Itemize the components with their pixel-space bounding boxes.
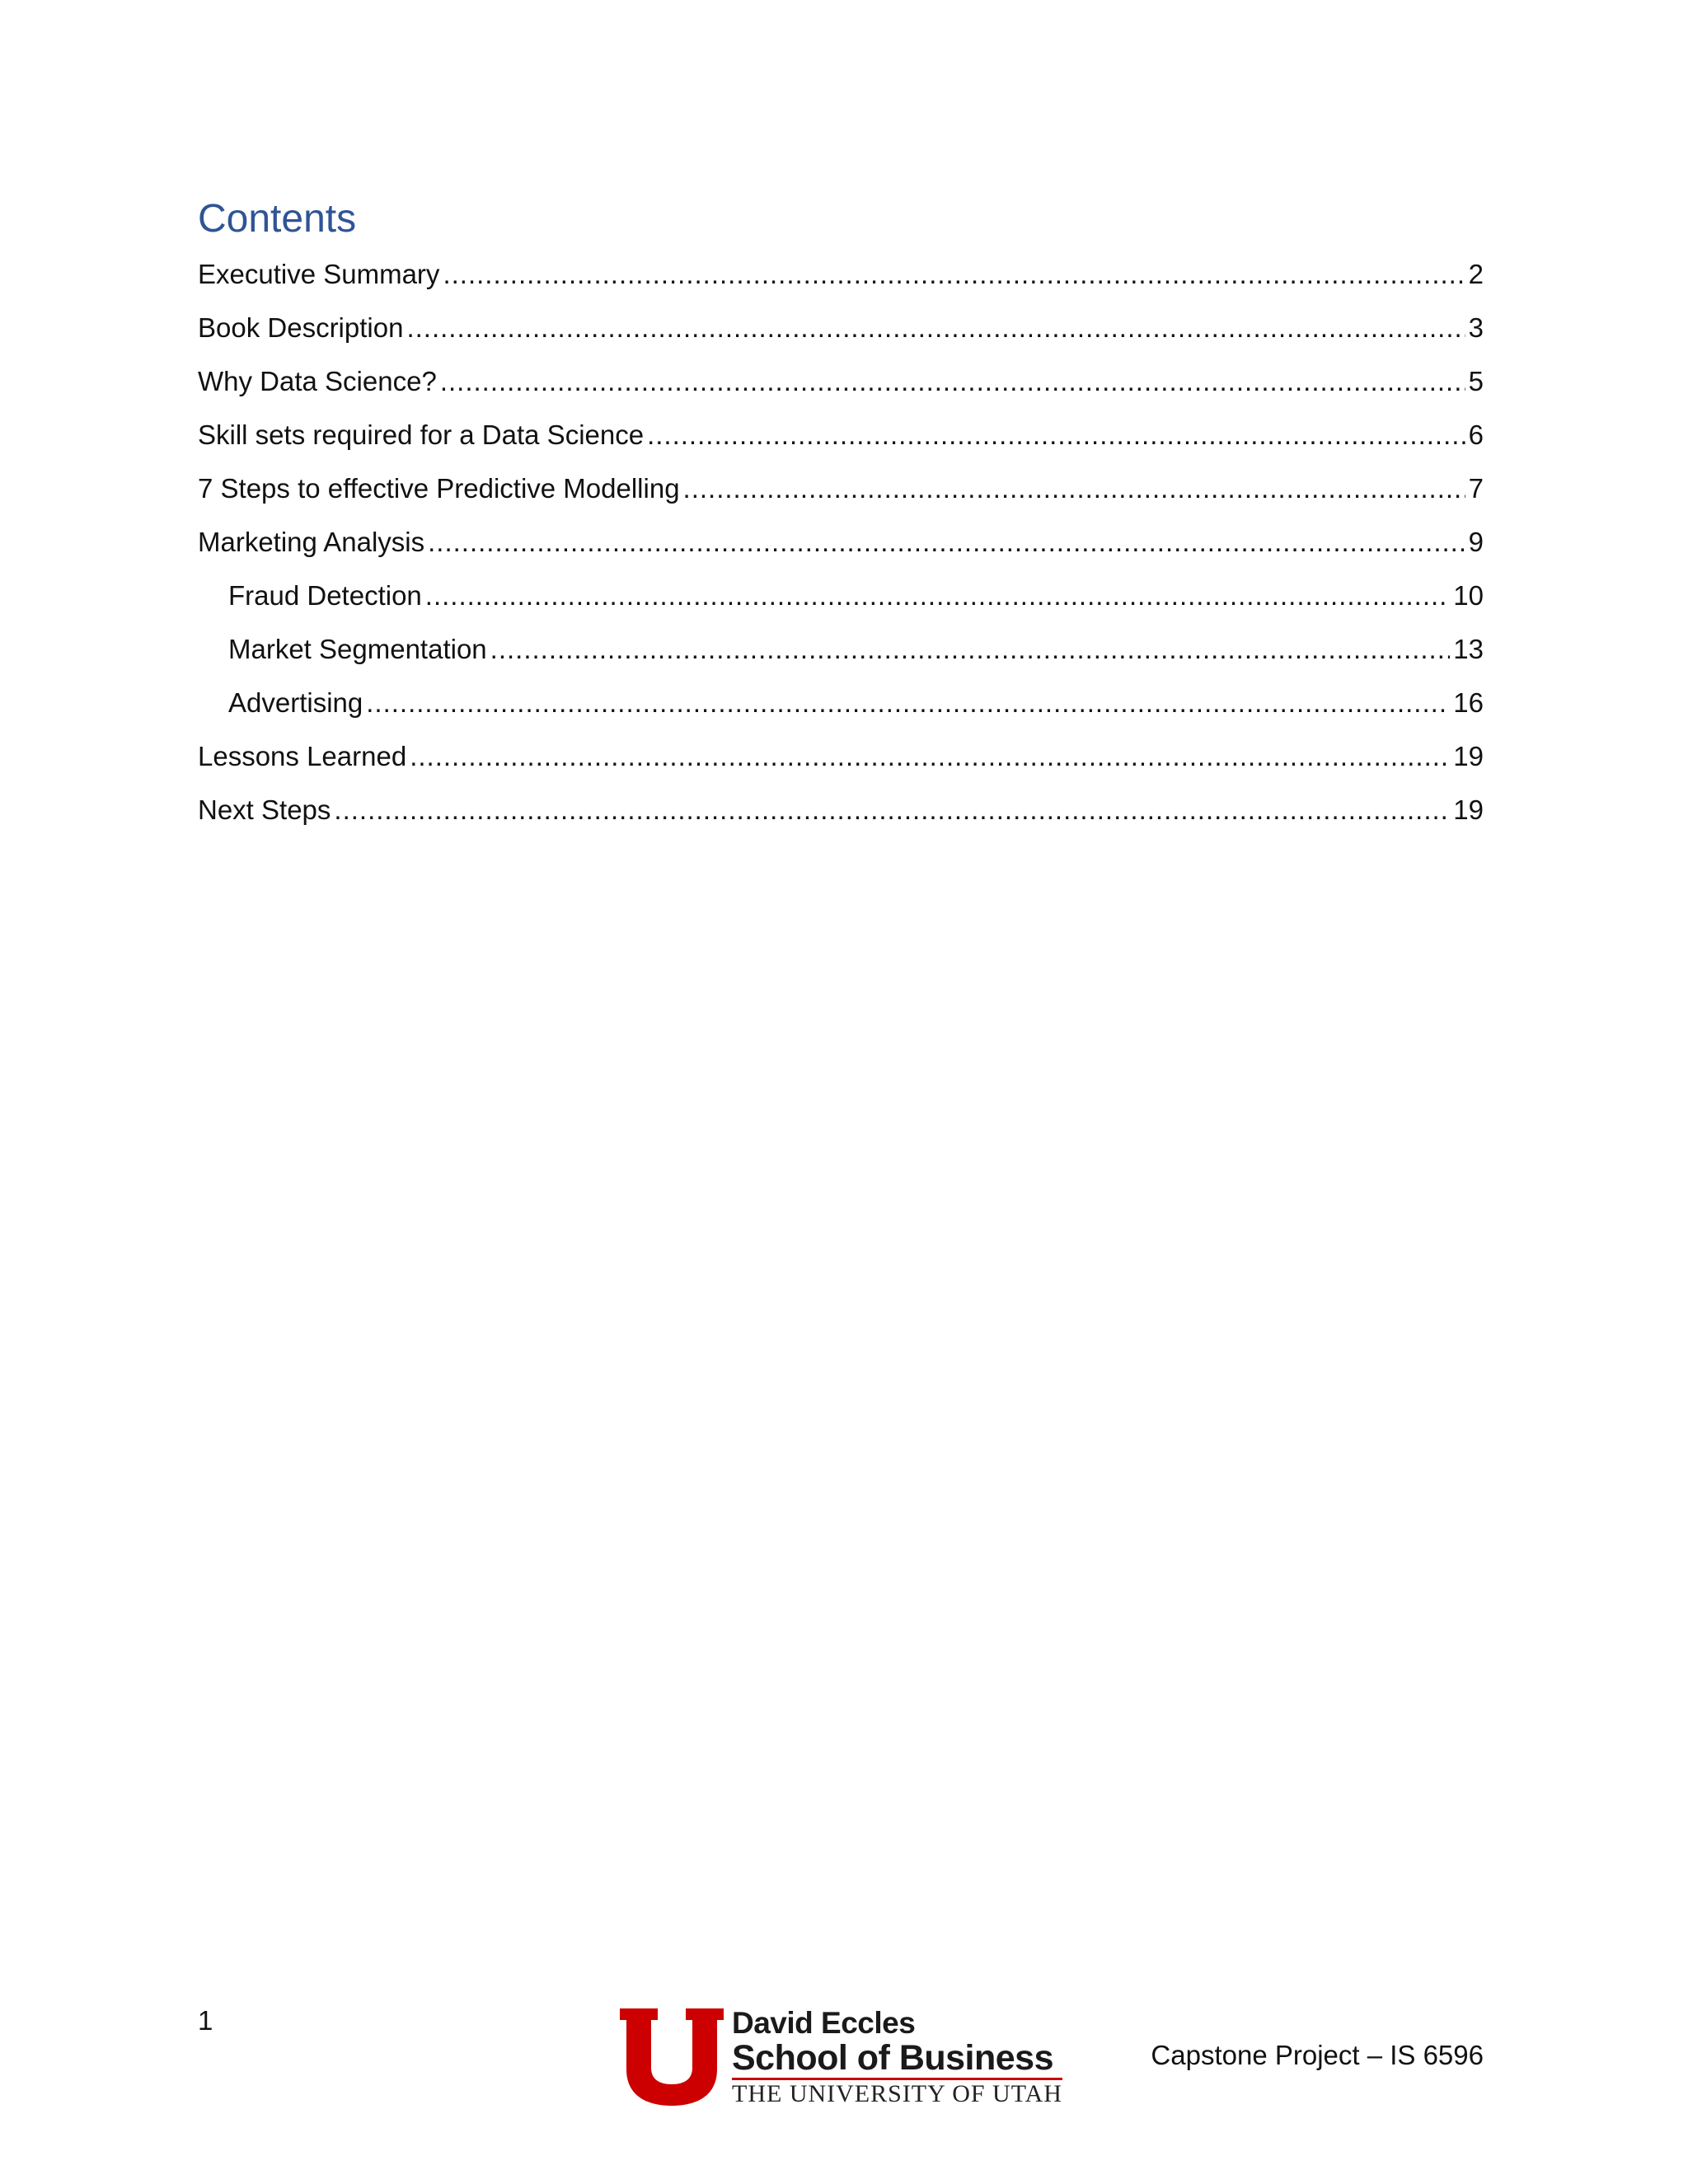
toc-entry-page: 2 [1468, 259, 1484, 289]
toc-leader-dots [490, 629, 1451, 670]
toc-entry[interactable] [198, 522, 1484, 575]
toc-entry-label: 7 Steps to effective Predictive Modelling [198, 473, 680, 504]
toc-entry-label: Market Segmentation [228, 634, 487, 664]
toc-entry-page: 13 [1453, 634, 1484, 664]
logo-line-school-name: David Eccles [732, 2005, 916, 2040]
toc-entry[interactable] [198, 736, 1484, 790]
toc-entry-label: Next Steps [198, 794, 331, 825]
toc-leader-dots [647, 415, 1465, 456]
toc-leader-dots [443, 254, 1465, 295]
toc-leader-dots [440, 361, 1465, 402]
toc-entry[interactable] [198, 468, 1484, 522]
toc-subentry[interactable] [198, 629, 1484, 682]
toc-entry-label: Advertising [228, 687, 363, 718]
toc-entry-label: Lessons Learned [198, 741, 407, 771]
toc-entry-label: Executive Summary [198, 259, 440, 289]
toc-list [198, 254, 1484, 843]
toc-entry[interactable] [198, 361, 1484, 415]
toc-leader-dots [425, 575, 1450, 616]
toc-leader-dots [366, 682, 1450, 724]
toc-entry-label: Why Data Science? [198, 366, 437, 396]
logo-text [732, 2007, 1062, 2108]
toc-leader-dots [334, 790, 1450, 831]
toc-entry-page: 9 [1468, 527, 1484, 557]
logo-line-school: School of Business [732, 2040, 1062, 2080]
toc-leader-dots [410, 736, 1450, 777]
toc-subentry[interactable] [198, 682, 1484, 736]
toc-entry-page: 19 [1453, 741, 1484, 771]
toc-entry-label: Marketing Analysis [198, 527, 425, 557]
toc-entry-page: 3 [1468, 312, 1484, 343]
block-u-logo-icon [620, 2008, 724, 2106]
toc-leader-dots [428, 522, 1465, 563]
toc-subentry[interactable] [198, 575, 1484, 629]
toc-entry-page: 16 [1453, 687, 1484, 718]
toc-leader-dots [406, 307, 1465, 349]
toc-entry-label: Fraud Detection [228, 580, 422, 611]
toc-entry-page: 19 [1453, 794, 1484, 825]
toc-entry-label: Skill sets required for a Data Science [198, 419, 645, 450]
toc-entry-label: Book Description [198, 312, 404, 343]
toc-entry-page: 10 [1453, 580, 1484, 611]
toc-entry[interactable] [198, 307, 1484, 361]
toc-entry[interactable] [198, 254, 1484, 307]
page-number: 1 [198, 2005, 213, 2036]
school-logo [620, 2005, 1065, 2107]
logo-line-university: THE UNIVERSITY OF UTAH [732, 2079, 1062, 2107]
toc-leader-dots [683, 468, 1465, 509]
toc-entry[interactable] [198, 415, 1484, 468]
toc-title: Contents [198, 197, 357, 241]
toc-entry-page: 5 [1468, 366, 1484, 396]
toc-entry[interactable] [198, 790, 1484, 843]
toc-entry-page: 6 [1468, 419, 1484, 450]
footer-project-title: Capstone Project – IS 6596 [1151, 2040, 1484, 2070]
toc-entry-page: 7 [1468, 473, 1484, 504]
